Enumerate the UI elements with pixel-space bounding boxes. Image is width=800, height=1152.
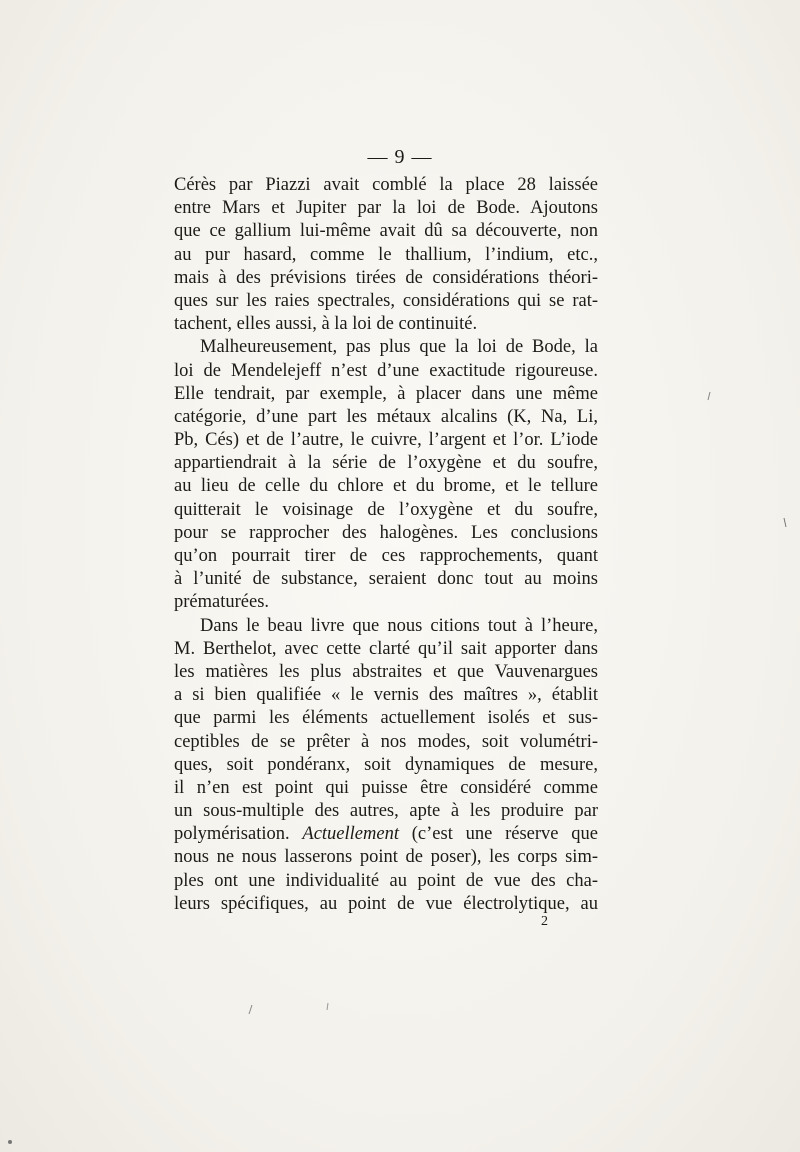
body-text [174,174,598,916]
signature-mark: 2 [541,914,548,929]
text-line: à l’unité de substance, seraient donc tout au moins [174,569,598,590]
text-line: ples ont une individualité au point de vue des cha- [174,870,598,891]
text-line: les matières les plus abstraites et que Vauvenargues [174,661,598,682]
text-line: M. Berthelot, avec cette clarté qu’il sait apporter dans [174,638,598,659]
text-line: loi de Mendelejeff n’est d’une exactitude rigoureuse. [174,360,598,381]
text-line: Pb, Cés) et de l’autre, le cuivre, l’argent et l’or. L’iode [174,430,598,451]
text-line: tachent, elles aussi, à la loi de continuité. [174,314,478,335]
text-line: mais à des prévisions tirées de considérations théori- [174,267,598,288]
text-line: que parmi les éléments actuellement isolés et sus- [174,708,598,729]
text-line: appartiendrait à la série de l’oxygène et du soufre, [174,453,598,474]
emphasis-word: Actuellement [302,824,399,845]
page-number: — 9 — [367,146,433,168]
text-line: il n’en est point qui puisse être considéré comme [174,777,598,798]
text-line: leurs spécifiques, au point de vue électrolytique, au [174,893,598,914]
text-line: quitterait le voisinage de l’oxygène et du soufre, [174,499,598,520]
text-line: au lieu de celle du chlore et du brome, et le tellure [174,476,598,497]
text-line: entre Mars et Jupiter par la loi de Bode. Ajoutons [174,198,598,219]
text-line: pour se rapprocher des halogènes. Les conclusions [174,522,598,543]
text-line: au pur hasard, comme le thallium, l’indium, etc., [174,244,598,265]
text-line: catégorie, d’une part les métaux alcalins (K, Na, Li, [174,406,598,427]
text-line: Malheureusement, pas plus que la loi de Bode, la [200,337,598,358]
text-line: Cérès par Piazzi avait comblé la place 28 laissée [174,175,598,195]
text-line: a si bien qualifiée « le vernis des maîtres », établit [174,685,598,706]
text-line: ceptibles de se prêter à nos modes, soit volumétri- [174,731,598,752]
text-line: Dans le beau livre que nous citions tout à l’heure, [200,615,598,636]
text-line: polymérisation. Actuellement (c’est une réserve que [174,824,598,845]
text-line: Elle tendrait, par exemple, à placer dans une même [174,383,598,404]
text-line: prématurées. [174,592,270,613]
text-line: qu’on pourrait tirer de ces rapprochements, quant [174,546,598,566]
text-line: un sous-multiple des autres, apte à les produire par [174,801,598,822]
text-line: nous ne nous lasserons point de poser), les corps sim- [174,847,598,868]
text-line: que ce gallium lui-même avait dû sa découverte, non [174,221,598,242]
text-line: ques, soit pondéranx, soit dynamiques de mesure, [174,754,598,775]
text-line: ques sur les raies spectrales, considérations qui se rat- [174,290,598,311]
